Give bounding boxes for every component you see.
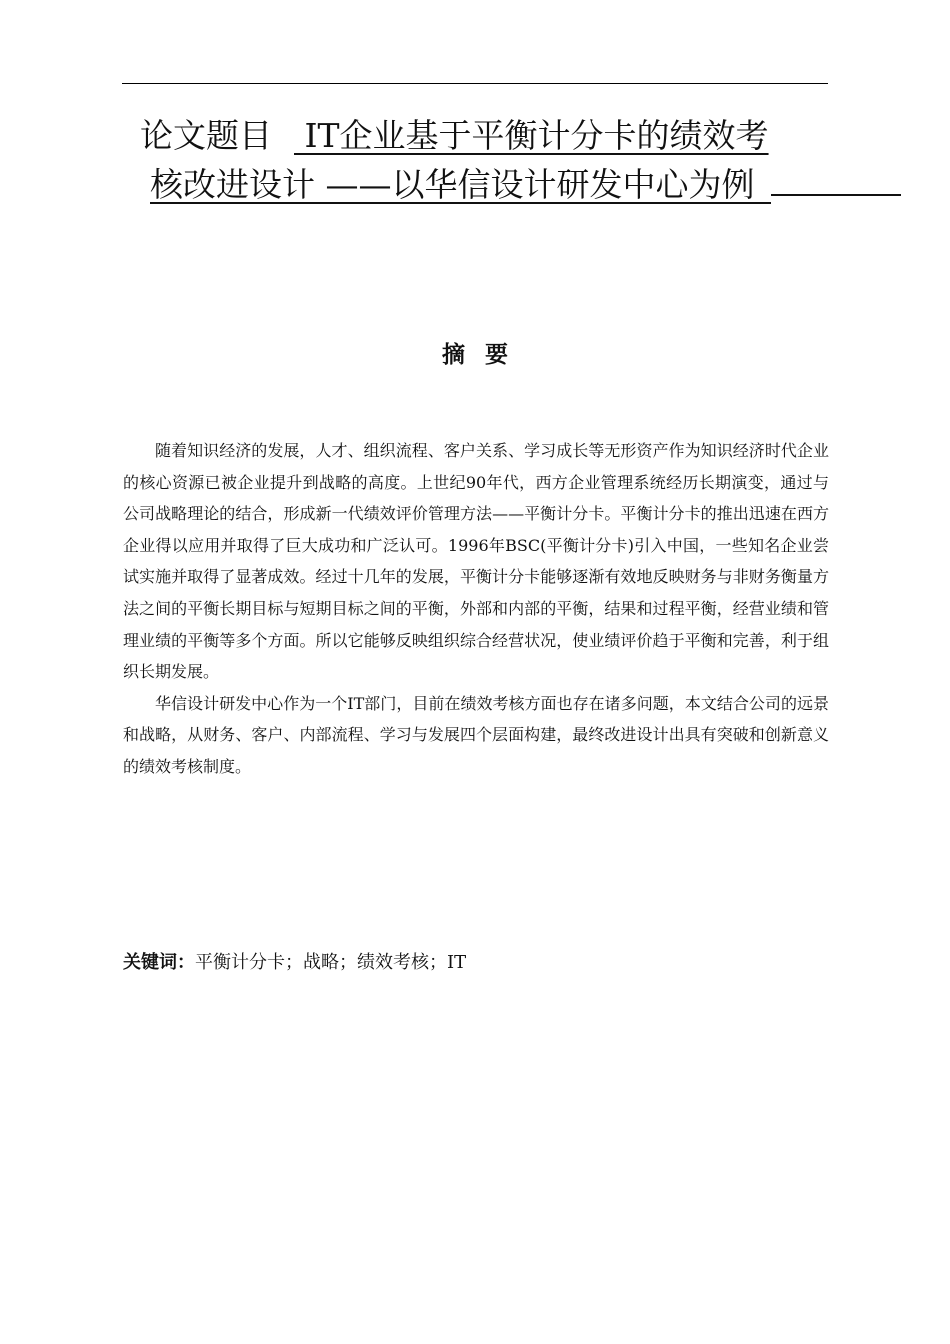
header-rule [122, 83, 828, 84]
thesis-title-text-2: 核改进设计 ——以华信设计研发中心为例_ [150, 165, 771, 204]
thesis-title-line-2 [150, 160, 901, 209]
thesis-title-text-1: IT企业基于平衡计分卡的绩效考 [294, 116, 769, 155]
thesis-title-label: 论文题目 [140, 116, 272, 155]
thesis-title-line-1 [140, 112, 769, 160]
abstract-paragraph-2: 华信设计研发中心作为一个IT部门，目前在绩效考核方面也存在诸多问题，本文结合公司的远景和战略，从财务、客户、内部流程、学习与发展四个层面构建，最终改进设计出具有突破和创新意义的绩效考核制度。 [123, 693, 829, 776]
title-underline-blank [771, 160, 901, 196]
keywords-label: 关键词： [123, 952, 195, 973]
keywords-line [123, 948, 829, 978]
abstract-body [123, 435, 829, 783]
abstract-paragraph-1: 随着知识经济的发展，人才、组织流程、客户关系、学习成长等无形资产作为知识经济时代企业的核心资源已被企业提升到战略的高度。上世纪90年代，西方企业管理系统经历长期演变，通过与公司战略理论的结合，形成新一代绩效评价管理方法——平衡计分卡。平衡计分卡的推出迅速在西方企业得以应用并取得了巨大成功和广泛认可。1996年BSC(平衡计分卡)引入中国，一些知名企业尝试实施并取得了显著成效。经过十几年的发展，平衡计分卡能够逐渐有效地反映财务与非财务衡量方法之间的平衡长期目标与短期目标之间的平衡，外部和内部的平衡，结果和过程平衡，经营业绩和管理业绩的平衡等多个方面。所以它能够反映组织综合经营状况，使业绩评价趋于平衡和完善，利于组织长期发展。 [123, 441, 829, 682]
abstract-heading: 摘要 [442, 342, 528, 368]
keywords-value: 平衡计分卡；战略；绩效考核；IT [195, 952, 467, 973]
